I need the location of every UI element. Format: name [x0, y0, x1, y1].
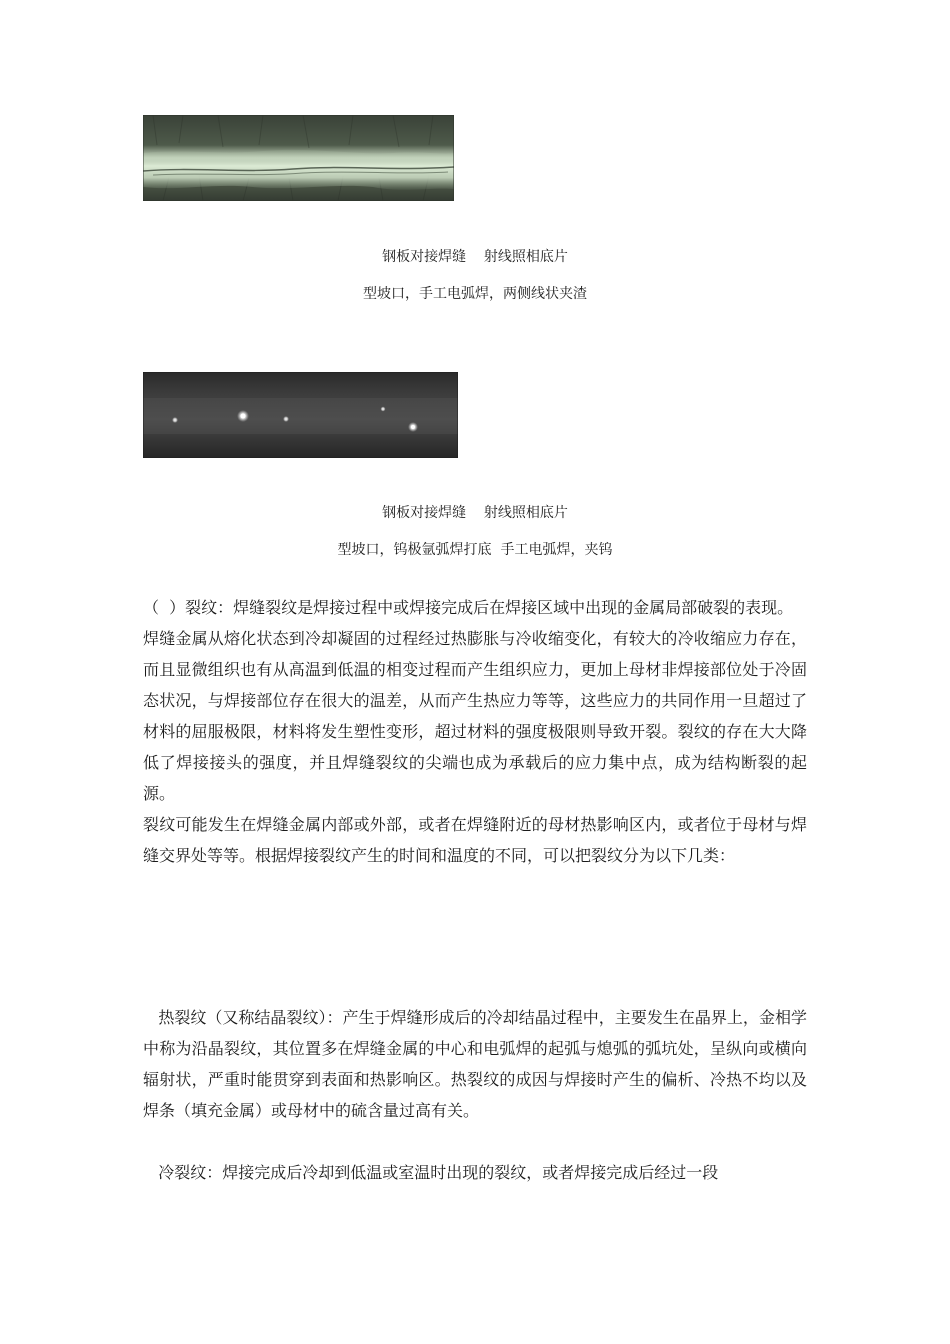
- crack-section: [143, 592, 807, 871]
- figure-2-caption-detail: 型坡口，钨极氩弧焊打底 手工电弧焊，夹钨: [337, 542, 613, 558]
- hot-crack-paragraph: 热裂纹（又称结晶裂纹）：产生于焊缝形成后的冷却结晶过程中，主要发生在晶界上，金相学中称为沿晶裂纹，其位置多在焊缝金属的中心和电弧焊的起弧与熄弧的弧坑处，呈纵向或横向辐射状，严重时能贯穿到表面和热影响区。热裂纹的成因与焊接时产生的偏析、冷热不均以及焊条（填充金属）或母材中的硫含量过高有关。: [143, 1008, 807, 1120]
- crack-cause-paragraph: 焊缝金属从熔化状态到冷却凝固的过程经过热膨胀与冷收缩变化，有较大的冷收缩应力存在，而且显微组织也有从高温到低温的相变过程而产生组织应力，更加上母材非焊接部位处于冷固态状况，与焊接部位存在很大的温差，从而产生热应力等等，这些应力的共同作用一旦超过了材料的屈服极限，材料将发生塑性变形，超过材料的强度极限则导致开裂。裂纹的存在大大降低了焊接接头的强度，并且焊缝裂纹的尖端也成为承载后的应力集中点，成为结构断裂的起源。: [143, 629, 807, 803]
- radiograph-slag-inclusion: [143, 115, 454, 201]
- figure-1-caption-title: 钢板对接焊缝 射线照相底片: [382, 249, 568, 265]
- crack-types-section: [143, 1002, 807, 1188]
- cold-crack-paragraph: 冷裂纹：焊接完成后冷却到低温或室温时出现的裂纹，或者焊接完成后经过一段: [143, 1163, 719, 1182]
- figure-1-caption-detail: 型坡口，手工电弧焊，两侧线状夹渣: [363, 286, 587, 302]
- radiograph-tungsten-inclusion: [143, 372, 458, 458]
- figure-2-caption-title: 钢板对接焊缝 射线照相底片: [382, 505, 568, 521]
- crack-definition-paragraph: （ ）裂纹：焊缝裂纹是焊接过程中或焊接完成后在焊接区域中出现的金属局部破裂的表现。: [143, 598, 794, 617]
- paragraph-gap: [143, 1126, 807, 1157]
- crack-location-paragraph: 裂纹可能发生在焊缝金属内部或外部，或者在焊缝附近的母材热影响区内，或者位于母材与焊缝交界处等等。根据焊接裂纹产生的时间和温度的不同，可以把裂纹分为以下几类：: [143, 815, 807, 865]
